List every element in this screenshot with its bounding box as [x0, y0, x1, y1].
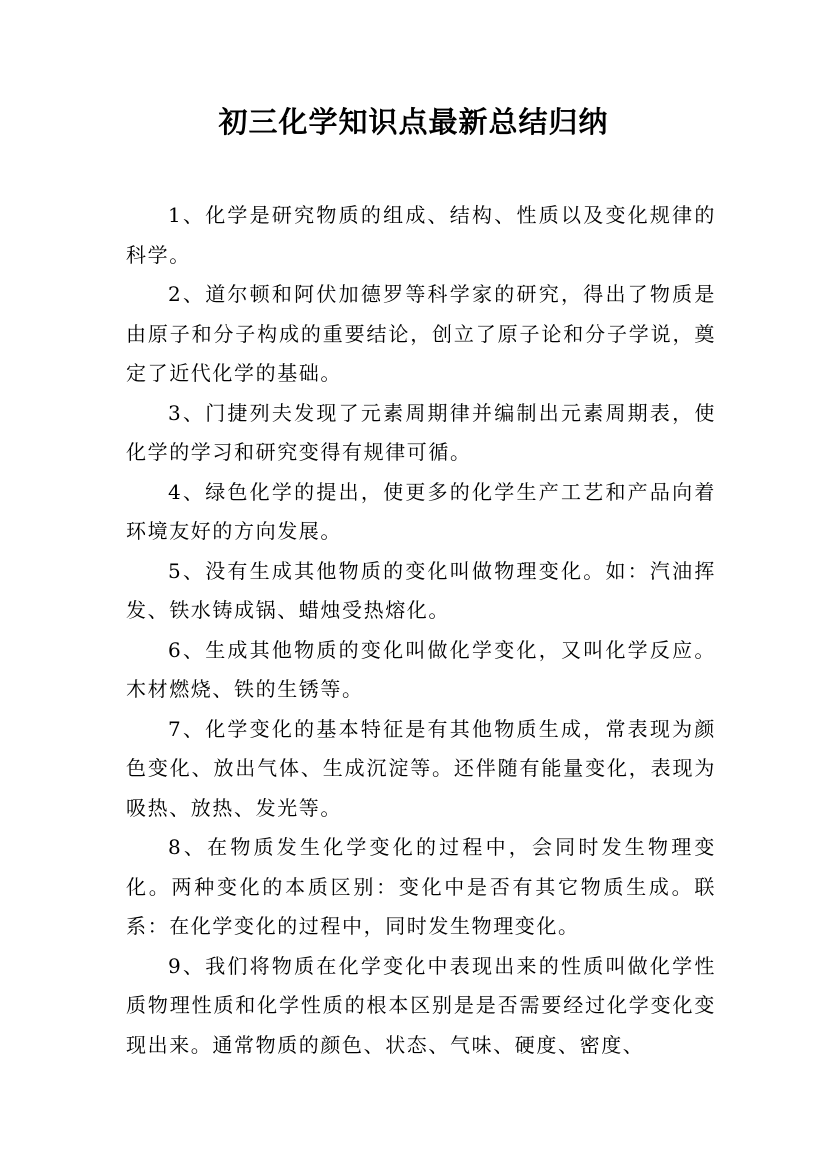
- paragraph-3: 3、门捷列夫发现了元素周期律并编制出元素周期表，使化学的学习和研究变得有规律可循。: [126, 400, 716, 464]
- paragraph-5: 5、没有生成其他物质的变化叫做物理变化。如：汽油挥发、铁水铸成锅、蜡烛受热熔化。: [126, 558, 716, 622]
- paragraph-2: 2、道尔顿和阿伏加德罗等科学家的研究，得出了物质是由原子和分子构成的重要结论，创立了原子论和分子学说，奠定了近代化学的基础。: [126, 282, 716, 385]
- paragraph-8: 8、在物质发生化学变化的过程中，会同时发生物理变化。两种变化的本质区别：变化中是否有其它物质生成。联系：在化学变化的过程中，同时发生物理变化。: [126, 835, 716, 938]
- document-body: [126, 196, 716, 1065]
- paragraph-7: 7、化学变化的基本特征是有其他物质生成，常表现为颜色变化、放出气体、生成沉淀等。还伴随有能量变化，表现为吸热、放热、发光等。: [126, 716, 716, 820]
- document-title: 初三化学知识点最新总结归纳: [218, 105, 609, 139]
- paragraph-6: 6、生成其他物质的变化叫做化学变化，又叫化学反应。木材燃烧、铁的生锈等。: [126, 637, 716, 701]
- paragraph-1: 1、化学是研究物质的组成、结构、性质以及变化规律的科学。: [126, 203, 716, 267]
- paragraph-9: 9、我们将物质在化学变化中表现出来的性质叫做化学性质物理性质和化学性质的根本区别是是否需要经过化学变化变现出来。通常物质的颜色、状态、气味、硬度、密度、: [126, 953, 716, 1057]
- paragraph-4: 4、绿色化学的提出，使更多的化学生产工艺和产品向着环境友好的方向发展。: [126, 479, 716, 543]
